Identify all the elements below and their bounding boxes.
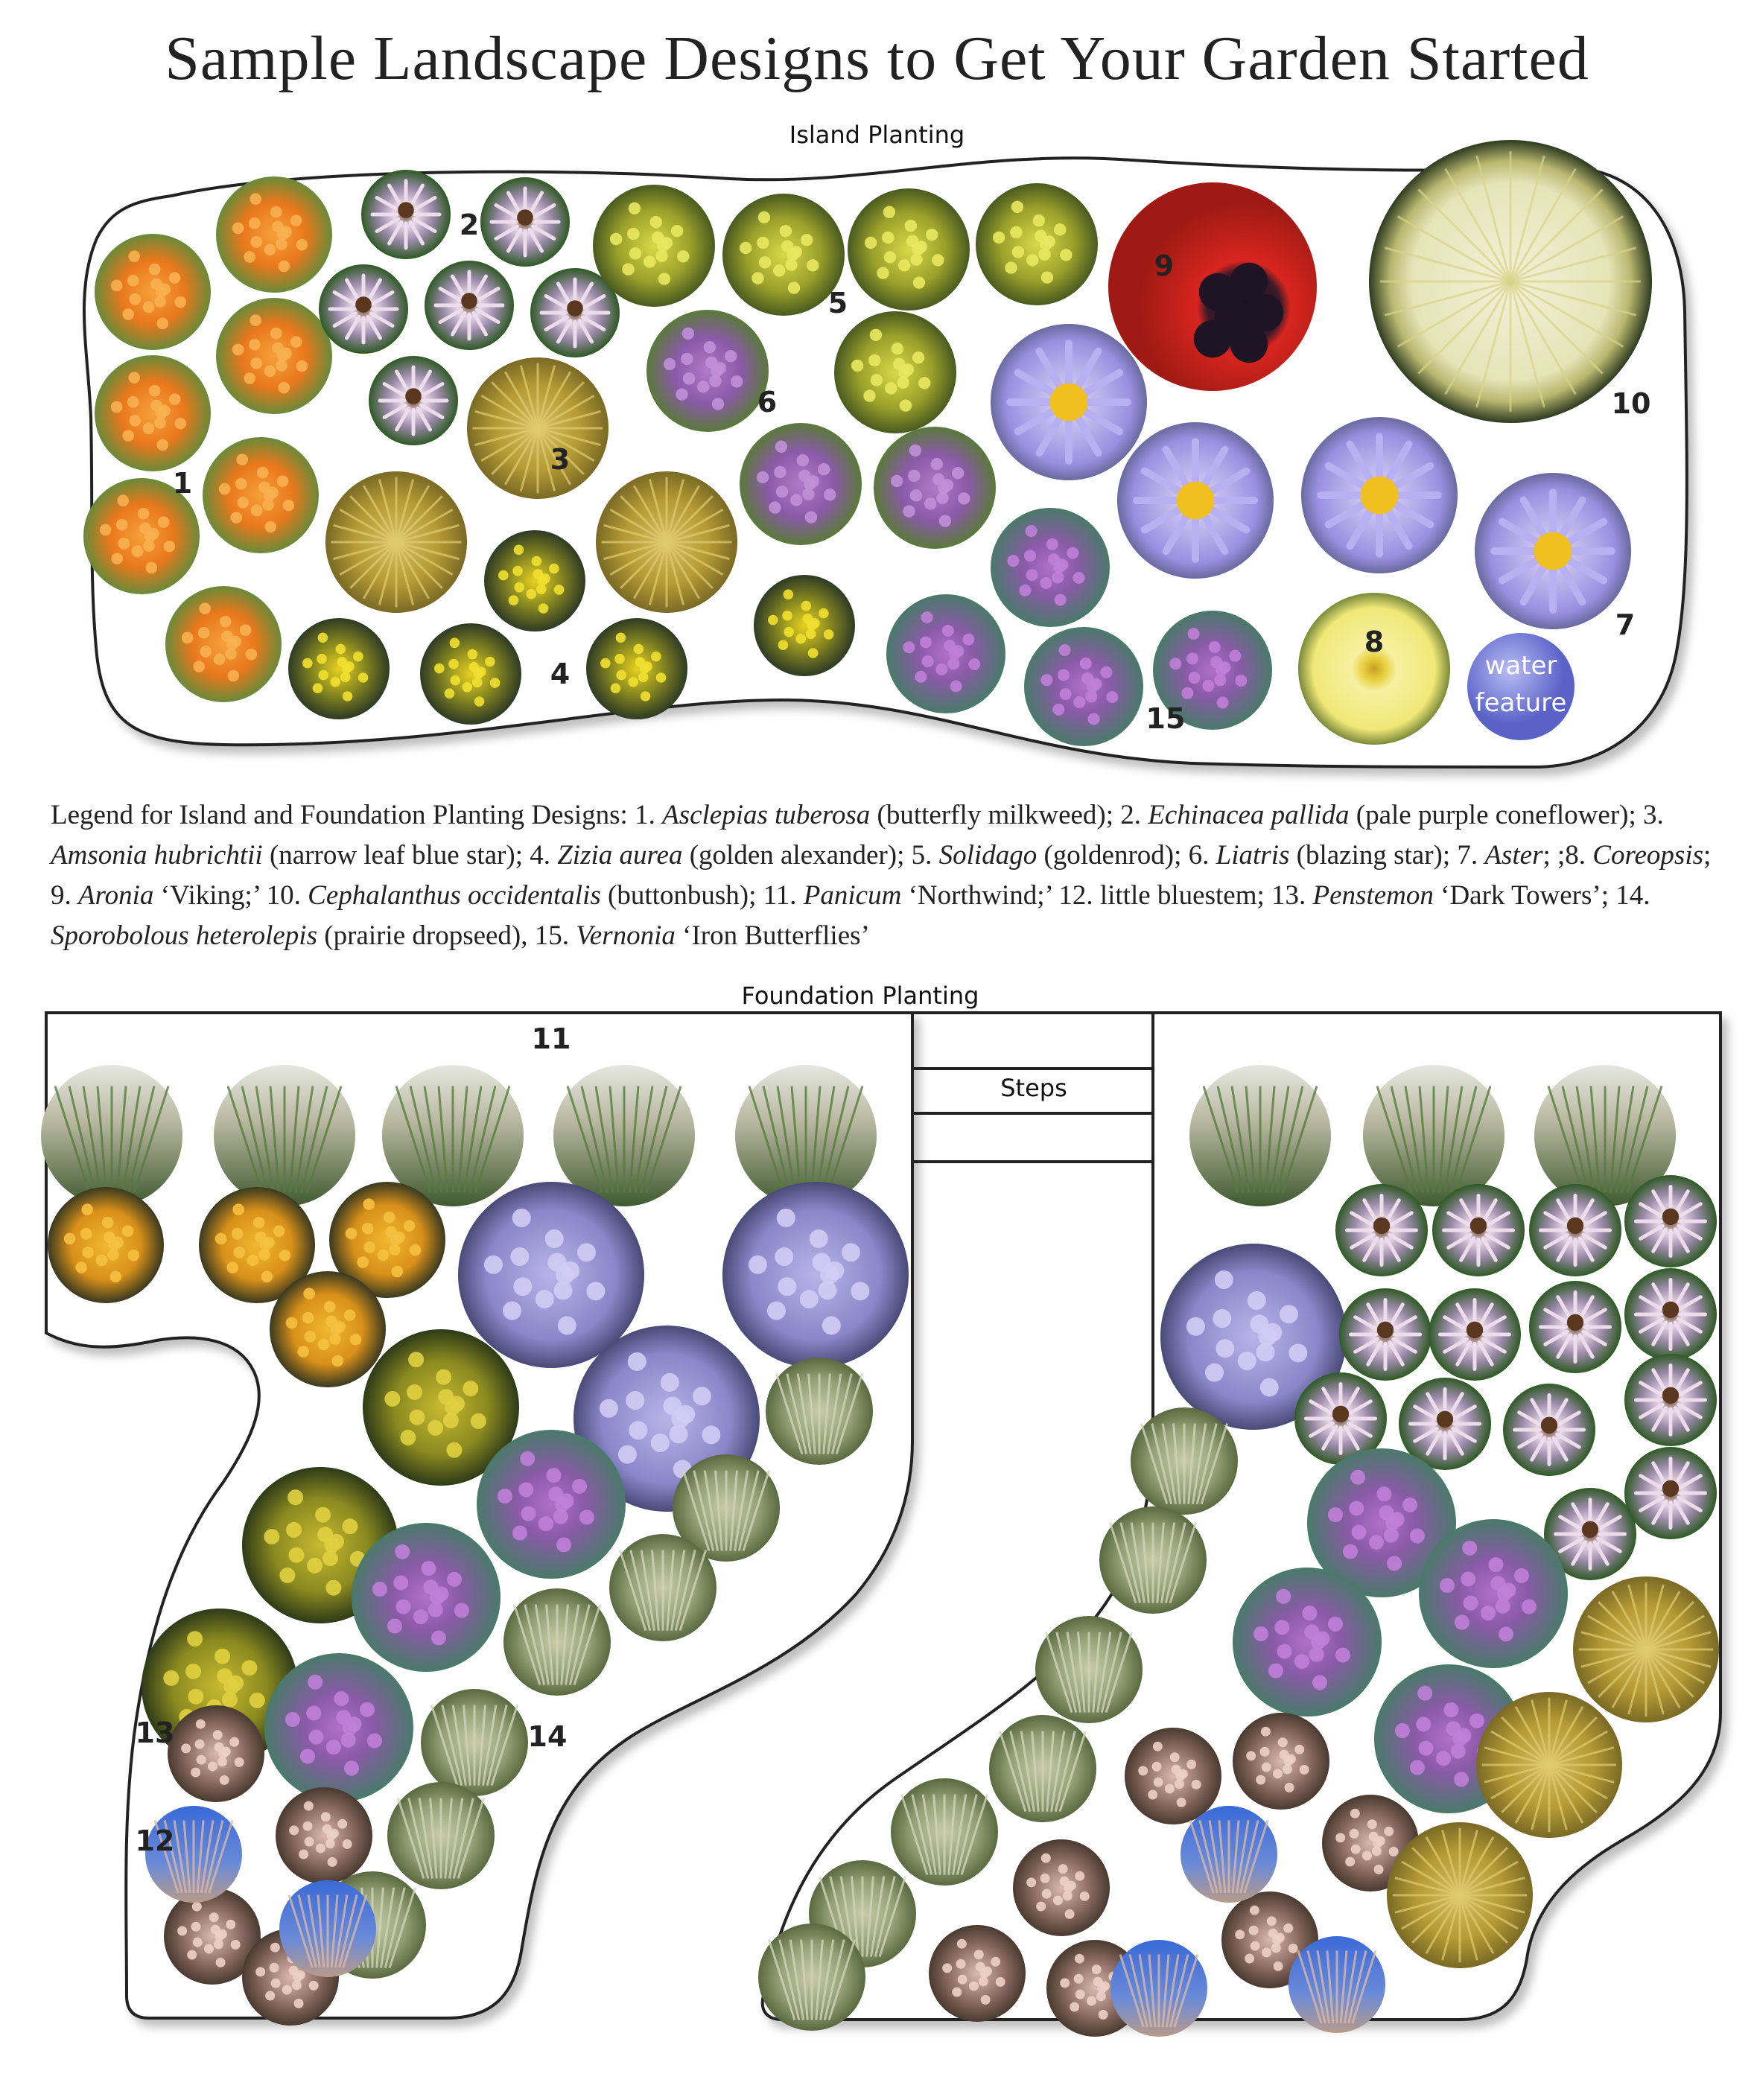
plant-penstemon <box>1013 1839 1110 1936</box>
plant-dropseed <box>758 1924 865 2031</box>
legend-intro: Legend for Island and Foundation Planting Designs: <box>51 800 635 830</box>
plant-liatris <box>874 427 996 549</box>
legend-item-scientific-name: Penstemon <box>1312 880 1434 911</box>
plant-vernonia <box>1419 1519 1568 1668</box>
plant-coneflower <box>1432 1184 1525 1276</box>
legend-item-number: 5. <box>911 840 939 871</box>
legend-item-number: 3. <box>1643 800 1664 830</box>
plant-coneflower <box>1529 1281 1621 1373</box>
plant-zizia <box>288 618 390 719</box>
plant-penstemon <box>1125 1728 1221 1824</box>
plant-penstemon <box>929 1925 1026 2022</box>
plant-amsonia <box>325 471 467 613</box>
plant-rudbeckia <box>48 1187 164 1303</box>
plant-coneflower <box>319 264 408 354</box>
legend-item-number: 9. <box>51 880 78 911</box>
legend-item-number: 4. <box>530 840 558 871</box>
plant-panicum <box>1189 1065 1331 1206</box>
legend-item-scientific-name: Coreopsis <box>1592 840 1704 871</box>
legend-item-scientific-name: Zizia aurea <box>557 840 683 871</box>
plant-milkweed <box>165 586 282 702</box>
plant-dropseed <box>989 1715 1096 1822</box>
island-number-label: 3 <box>550 443 571 476</box>
plant-aster <box>1117 422 1274 579</box>
island-number-label: 10 <box>1611 387 1651 420</box>
plant-milkweed <box>216 298 332 414</box>
plant-coneflower <box>369 356 458 445</box>
plant-dropseed <box>503 1588 611 1696</box>
plant-coreopsis <box>1298 593 1450 745</box>
plant-coneflower <box>480 177 570 267</box>
water-feature-line2: feature <box>1475 688 1567 718</box>
plant-bluestem <box>1289 1936 1385 2033</box>
legend-item-number: 10. <box>266 880 308 911</box>
island-number-label: 15 <box>1145 702 1186 735</box>
plant-rudbeckia <box>270 1271 386 1387</box>
plant-aronia <box>1108 182 1317 391</box>
legend-item-common-name: (narrow leaf blue star); <box>262 840 530 871</box>
island-planting-label: Island Planting <box>789 121 965 149</box>
plant-milkweed <box>95 234 211 350</box>
legend-item-number: 1. <box>635 800 663 830</box>
plant-dropseed <box>766 1358 873 1465</box>
island-number-label: 7 <box>1615 608 1636 641</box>
foundation-number-label: 11 <box>531 1022 571 1055</box>
plant-coneflower <box>1503 1384 1595 1476</box>
legend-item-scientific-name: Asclepias tuberosa <box>662 800 871 830</box>
plant-astermass <box>458 1182 644 1368</box>
legend-item-common-name: ‘Dark Towers’; <box>1433 880 1616 911</box>
plant-bluestem <box>279 1880 376 1977</box>
legend-item-scientific-name: Amsonia hubrichtii <box>51 840 263 871</box>
legend-item-number: 15. <box>534 920 576 951</box>
legend-item-common-name: (blazing star); <box>1289 840 1458 871</box>
legend-item-common-name: ; ; <box>1542 840 1566 871</box>
legend-item-common-name: (buttonbush); <box>600 880 763 911</box>
plant-dropseed <box>387 1782 495 1889</box>
water-feature <box>1467 633 1575 740</box>
island-number-label: 9 <box>1154 249 1175 282</box>
legend-item-common-name: ‘Viking;’ <box>153 880 267 911</box>
plant-coneflower <box>1335 1184 1428 1276</box>
plant-amsonia <box>1573 1576 1719 1722</box>
legend-item-scientific-name: Cephalanthus occidentalis <box>308 880 601 911</box>
plant-liatris <box>740 423 862 545</box>
island-number-label: 6 <box>757 386 778 419</box>
plant-zizia <box>420 623 521 725</box>
legend-item-scientific-name: Aster <box>1484 840 1543 871</box>
plant-amsonia <box>596 471 737 613</box>
plant-dropseed <box>891 1778 998 1886</box>
plant-vernonia <box>264 1653 413 1802</box>
plant-coneflower <box>1339 1288 1432 1381</box>
legend-item-number: 13. <box>1271 880 1313 911</box>
island-number-label: 8 <box>1364 626 1385 658</box>
legend-item-scientific-name: Liatris <box>1216 840 1290 871</box>
plant-goldenrod <box>834 311 956 433</box>
legend-item-common-name: little bluestem; <box>1099 880 1272 911</box>
plant-astermass <box>722 1182 909 1368</box>
legend-item-common-name: (golden alexander); <box>682 840 912 871</box>
legend-item-number: 11. <box>763 880 804 911</box>
plant-milkweed <box>203 437 319 553</box>
plant-aster <box>1301 417 1458 573</box>
island-number-label: 2 <box>459 209 480 241</box>
plant-liatris <box>646 310 769 432</box>
plant-dropseed <box>1131 1407 1238 1515</box>
plant-vernonia <box>991 508 1110 627</box>
plant-goldenrod <box>848 188 970 311</box>
plant-bluestem <box>1110 1940 1207 2037</box>
legend-item-scientific-name: Aronia <box>78 880 154 911</box>
legend-item-scientific-name: Solidago <box>938 840 1038 871</box>
plant-panicum <box>214 1065 355 1206</box>
plant-coneflower <box>1529 1184 1621 1276</box>
legend-item-scientific-name: Vernonia <box>576 920 676 951</box>
island-number-label: 4 <box>550 658 571 690</box>
plant-dropseed <box>609 1534 716 1641</box>
plant-bluestem <box>1181 1806 1277 1903</box>
plant-zizia <box>754 575 855 676</box>
foundation-number-label: 14 <box>527 1720 568 1753</box>
plant-goldenrod <box>593 185 715 307</box>
plant-coneflower <box>361 170 451 259</box>
legend-item-number: 6. <box>1188 840 1216 871</box>
plant-aster <box>991 324 1147 480</box>
legend-item-scientific-name: Panicum <box>803 880 902 911</box>
plant-coneflower <box>1624 1268 1717 1361</box>
plant-coneflower <box>425 261 514 350</box>
legend-item-common-name: ‘Northwind;’ <box>901 880 1059 911</box>
foundation-planting-label: Foundation Planting <box>741 981 979 1010</box>
plant-goldenrod <box>722 194 845 316</box>
plant-aster <box>1475 473 1631 629</box>
legend-item-scientific-name: Sporobolous heterolepis <box>51 920 317 951</box>
legend-item-scientific-name: Echinacea pallida <box>1148 800 1350 830</box>
plant-zizia <box>586 618 687 719</box>
steps-label: Steps <box>1000 1074 1067 1102</box>
plant-zizia <box>484 530 585 631</box>
legend-item-common-name: ‘Iron Butterflies’ <box>675 920 870 951</box>
plant-panicum <box>41 1065 182 1206</box>
island-number-label: 5 <box>827 287 848 319</box>
legend-item-common-name: (prairie dropseed), <box>317 920 535 951</box>
plant-coneflower <box>1624 1447 1717 1539</box>
legend-item-common-name: ; <box>1703 840 1712 871</box>
foundation-number-label: 13 <box>135 1716 175 1749</box>
plant-dropseed <box>1099 1506 1207 1614</box>
plant-amsonia <box>1387 1822 1533 1968</box>
plant-amsonia <box>1476 1692 1622 1838</box>
plant-coneflower <box>1429 1288 1521 1381</box>
legend-item-number: 14. <box>1615 880 1650 911</box>
plant-milkweed <box>95 355 211 471</box>
plant-vernonia <box>1024 627 1143 746</box>
plant-goldenrod <box>976 183 1098 305</box>
plant-penstemon <box>1233 1713 1329 1810</box>
legend-item-common-name: (butterfly milkweed); <box>870 800 1121 830</box>
plant-dropseed <box>1035 1616 1143 1723</box>
water-feature-line1: water <box>1484 651 1557 681</box>
legend-item-number: 7. <box>1457 840 1485 871</box>
foundation-number-label: 12 <box>135 1824 175 1857</box>
plant-vernonia <box>1233 1568 1382 1716</box>
plant-vernonia <box>477 1430 626 1579</box>
plant-vernonia <box>886 594 1005 713</box>
legend-item-common-name: (goldenrod); <box>1037 840 1189 871</box>
steps <box>912 1013 1153 1162</box>
legend-item-number: 2. <box>1120 800 1148 830</box>
plant-coneflower <box>1624 1175 1717 1267</box>
plant-dropseed <box>421 1689 528 1796</box>
page-title: Sample Landscape Designs to Get Your Garden Started <box>165 24 1589 93</box>
plant-penstemon <box>168 1705 264 1802</box>
plant-buttonbush <box>1369 140 1652 423</box>
island-number-label: 1 <box>172 467 193 500</box>
legend-item-number: 8. <box>1565 840 1593 871</box>
plant-amsonia <box>467 357 609 499</box>
plant-vernonia <box>352 1523 501 1672</box>
legend-item-common-name: (pale purple coneflower); <box>1349 800 1643 830</box>
plant-coneflower <box>1624 1354 1717 1446</box>
plant-milkweed <box>216 176 332 293</box>
legend-item-number: 12. <box>1058 880 1100 911</box>
plant-penstemon <box>276 1787 372 1884</box>
